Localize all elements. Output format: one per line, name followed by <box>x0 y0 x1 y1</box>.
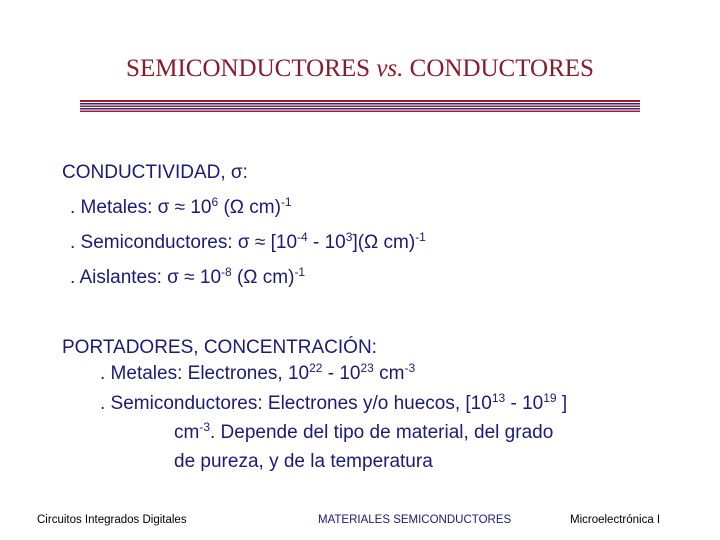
portadores-semiconductores: . Semiconductores: Electrones y/o huecos, [$10^{13} - 10^{19}$ ] <box>100 391 568 414</box>
footer-left: Circuitos Integrados Digitales <box>37 514 187 526</box>
footer-center: MATERIALES SEMICONDUCTORES <box>318 514 512 526</box>
footer-right: Microelectrónica I <box>570 514 661 526</box>
conductividad-semiconductores: . Semiconductores: $\sigma \approx [10^{-4} - 10^3](\Omega$ cm)$^{-1}$ <box>70 230 426 253</box>
title-divider-rule <box>80 100 640 112</box>
conductividad-aislantes: . Aislantes: $\sigma \approx 10^{-8}$ (Ω cm)$^{-1}$ <box>70 265 306 288</box>
portadores-line3: $cm^{-3}$. Depende del tipo de material, del grado <box>174 420 554 443</box>
slide-title <box>0 55 720 83</box>
portadores-metales: . Metales: Electrones, $10^{22} - 10^{23}$ $cm^{-3}$ <box>100 361 416 384</box>
title-vs: vs. <box>376 55 404 82</box>
conductividad-metales: . Metales: $\sigma \approx 10^6$ (Ω cm)$^{-1}$ <box>70 195 292 218</box>
portadores-line4: de pureza, y de la temperatura <box>174 451 433 472</box>
portadores-heading: PORTADORES, CONCENTRACIÓN: <box>62 337 377 358</box>
conductividad-heading: CONDUCTIVIDAD, σ: <box>62 162 248 183</box>
title-main: SEMICONDUCTORES <box>126 55 377 82</box>
title-end: CONDUCTORES <box>403 55 594 82</box>
